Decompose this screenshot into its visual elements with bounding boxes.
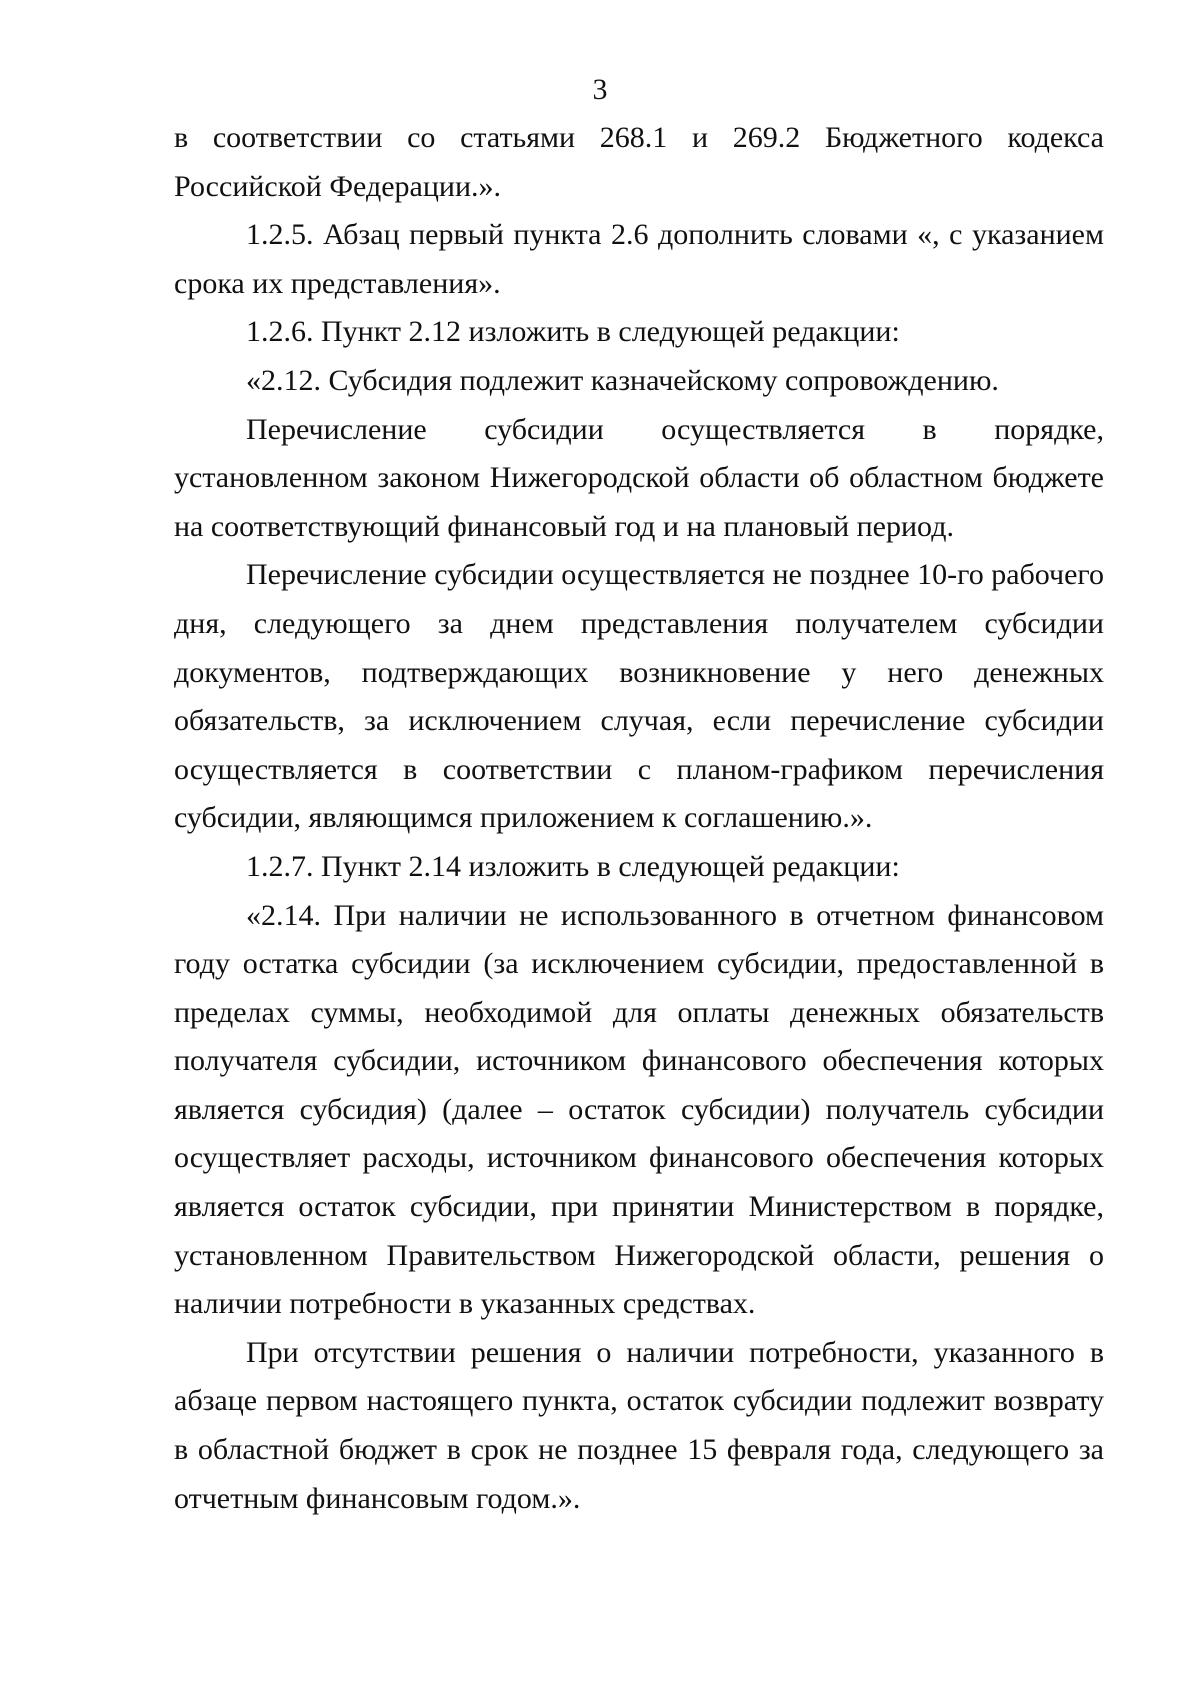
paragraph-1-2-6: 1.2.6. Пункт 2.12 изложить в следующей редакции:	[246, 315, 900, 349]
paragraph-refund: При отсутствии решения о наличии потребности, указанного в абзаце первом настоящего пункта, остаток субсидии подлежит возврату в областной бюджет в срок не позднее 15 февраля года, следующего за отчетным финансовым годом.».	[174, 1335, 1104, 1515]
paragraph-2-12: «2.12. Субсидия подлежит казначейскому сопровождению.	[246, 363, 999, 397]
paragraph-2-14: «2.14. При наличии не использованного в отчетном финансовом году остатка субсидии (за исключением субсидии, предоставленной в пределах суммы, необходимой для оплаты денежных обязательств получателя субсидии, источником финансового обеспечения которых является субсидия) (далее – остаток субсидии) получатель субсидии осуществляет расходы, источником финансового обеспечения которых является остаток субсидии, при принятии Министерством в порядке, установленном Правительством Нижегородской области, решения о наличии потребности в указанных средствах.	[174, 898, 1104, 1321]
paragraph-continuation: в соответствии со статьями 268.1 и 269.2 Бюджетного кодекса Российской Федерации.».	[174, 121, 1104, 203]
paragraph-transfer-procedure: Перечисление субсидии осуществляется в порядке, установленном законом Нижегородской области об областном бюджете на соответствующий финансовый год и на плановый период.	[174, 412, 1104, 543]
paragraph-1-2-5: 1.2.5. Абзац первый пункта 2.6 дополнить словами «, с указанием срока их представления».	[174, 218, 1104, 300]
paragraph-transfer-deadline: Перечисление субсидии осуществляется не позднее 10-го рабочего дня, следующего за днем представления получателем субсидии документов, подтверждающих возникновение у него денежных обязательств, за исключением случая, если перечисление субсидии осуществляется в соответствии с планом-графиком перечисления субсидии, являющимся приложением к соглашению.».	[174, 558, 1104, 835]
paragraph-1-2-7: 1.2.7. Пункт 2.14 изложить в следующей редакции:	[246, 849, 900, 883]
document-body	[174, 114, 1104, 1523]
page-number: 3	[592, 73, 608, 106]
